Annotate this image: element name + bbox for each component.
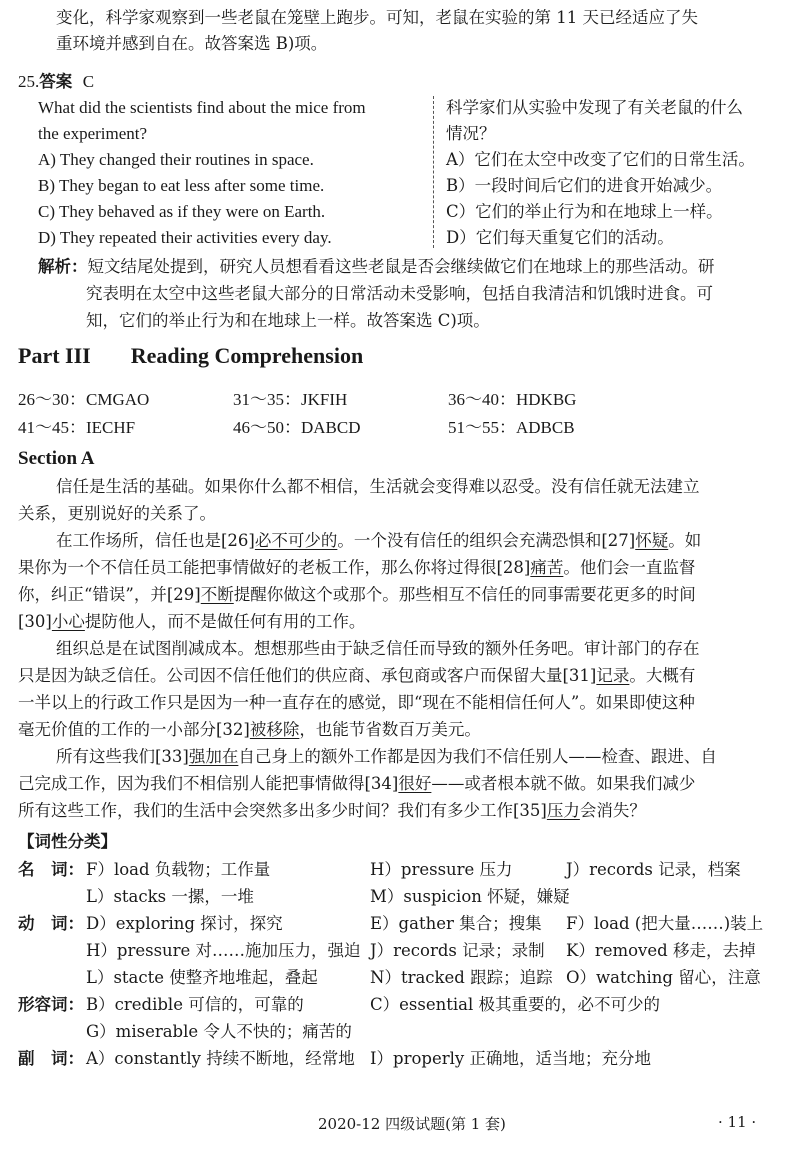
q25-analysis-line-1: 解析：短文结尾处提到，研究人员想看看这些老鼠是否会继续做它们在地球上的那些活动。研	[38, 257, 715, 276]
part-title	[18, 343, 363, 369]
section-title: Section A	[18, 448, 95, 469]
vocab-noun-4: L）stacks 一摞，一堆	[86, 887, 254, 906]
passage-p4-line-3: 所有这些工作，我们的生活中会突然多出多少时间？我们有多少工作[35]压力会消失？	[18, 801, 646, 820]
vocab-adj-label: 形容词：	[18, 995, 84, 1014]
intro-line-1: 变化，科学家观察到一些老鼠在笼壁上跑步。可知，老鼠在实验的第 11 天已经适应了失	[56, 8, 698, 27]
vocab-noun-2: H）pressure 压力	[370, 860, 513, 879]
vocab-noun-3: J）records 记录，档案	[566, 860, 741, 879]
answer-key-36-40: 36～40：HDKBG	[448, 390, 577, 409]
blank-27: 怀疑	[635, 531, 669, 550]
q25-zh-option-d: D）它们每天重复它们的活动。	[446, 228, 674, 247]
passage-p1-line-2: 关系，更别说好的关系了。	[18, 504, 216, 523]
passage-p2-line-3: 你，纠正“错误”，并[29]不断提醒你做这个或那个。那些相互不信任的同事需要花更多的时间	[18, 585, 696, 604]
vocab-verb-label: 动 词：	[18, 914, 84, 933]
q25-answer: C	[82, 72, 95, 91]
vocab-adv-2: I）properly 正确地，适当地；充分地	[370, 1049, 651, 1068]
q25-zh-question-1: 科学家们从实验中发现了有关老鼠的什么	[446, 98, 743, 117]
blank-26: 必不可少的	[254, 531, 338, 550]
q25-zh-option-c: C）它们的举止行为和在地球上一样。	[446, 202, 723, 221]
vocab-adj-1: B）credible 可信的，可靠的	[86, 995, 304, 1014]
blank-35: 压力	[546, 801, 580, 820]
answer-key-46-50: 46～50：DABCD	[233, 418, 361, 437]
column-divider	[433, 96, 434, 248]
vocab-noun-5: M）suspicion 怀疑，嫌疑	[370, 887, 570, 906]
answer-key-41-45: 41～45：IECHF	[18, 418, 136, 437]
blank-33: 强加在	[188, 747, 239, 766]
answer-key-26-30: 26～30：CMGAO	[18, 390, 150, 409]
passage-p2-line-2: 果你为一个不信任员工能把事情做好的老板工作，那么你将过得很[28]痛苦。他们会一直监督	[18, 558, 696, 577]
q25-zh-option-a: A）它们在太空中改变了它们的日常生活。	[446, 150, 755, 169]
passage-p3-line-2: 只是因为缺乏信任。公司因不信任他们的供应商、承包商或客户而保留大量[31]记录。大概有	[18, 666, 696, 685]
blank-28: 痛苦	[530, 558, 564, 577]
blank-31: 记录	[596, 666, 630, 685]
blank-34: 很好	[398, 774, 432, 793]
vocab-verb-6: K）removed 移走，去掉	[566, 941, 756, 960]
q25-en-question-1: What did the scientists find about the mice from	[38, 98, 366, 117]
q25-en-option-a: A) They changed their routines in space.	[38, 150, 314, 169]
vocab-verb-4: H）pressure 对……施加压力，强迫	[86, 941, 361, 960]
q25-answer-label: 答案	[39, 72, 73, 91]
q25-heading	[18, 69, 94, 95]
answer-key-51-55: 51～55：ADBCB	[448, 418, 575, 437]
vocab-verb-7: L）stacte 使整齐地堆起，叠起	[86, 968, 318, 987]
passage-p4-line-2: 己完成工作，因为我们不相信别人能把事情做得[34]很好——或者根本就不做。如果我们减少	[18, 774, 696, 793]
vocab-verb-2: E）gather 集合；搜集	[370, 914, 542, 933]
vocab-verb-1: D）exploring 探讨，探究	[86, 914, 283, 933]
q25-en-option-d: D) They repeated their activities every day.	[38, 228, 332, 247]
passage-p1-line-1: 信任是生活的基础。如果你什么都不相信，生活就会变得难以忍受。没有信任就无法建立	[56, 477, 700, 496]
vocab-verb-8: N）tracked 跟踪；追踪	[370, 968, 553, 987]
blank-29: 不断	[200, 585, 234, 604]
blank-32: 被移除	[249, 720, 300, 739]
part-number: Part III	[18, 343, 91, 368]
vocab-adj-2: C）essential 极其重要的，必不可少的	[370, 995, 660, 1014]
q25-number: 25.	[18, 72, 40, 91]
q25-en-option-c: C) They behaved as if they were on Earth.	[38, 202, 326, 221]
vocab-adj-3: G）miserable 令人不快的；痛苦的	[86, 1022, 352, 1041]
vocab-verb-3: F）load (把大量……)装上	[566, 914, 764, 933]
passage-p4-line-1: 所有这些我们[33]强加在自己身上的额外工作都是因为我们不信任别人——检查、跟进、自	[56, 747, 717, 766]
passage-p2-line-1: 在工作场所，信任也是[26]必不可少的。一个没有信任的组织会充满恐惧和[27]怀疑。如	[56, 531, 702, 550]
part-name: Reading Comprehension	[130, 343, 364, 368]
q25-analysis-line-2: 究表明在太空中这些老鼠大部分的日常活动未受影响，包括自我清洁和饥饿时进食。可	[86, 284, 713, 303]
vocab-adv-1: A）constantly 持续不断地，经常地	[86, 1049, 355, 1068]
footer-title: 2020-12 四级试题(第 1 套)	[318, 1115, 506, 1133]
q25-zh-question-2: 情况？	[446, 124, 496, 143]
vocab-noun-label: 名 词：	[18, 860, 84, 879]
vocab-title: 【词性分类】	[18, 832, 117, 851]
passage-p3-line-3: 一半以上的行政工作只是因为一种一直存在的感觉，即“现在不能相信任何人”。如果即使这种	[18, 693, 695, 712]
answer-key-31-35: 31～35：JKFIH	[233, 390, 348, 409]
q25-en-question-2: the experiment?	[38, 124, 148, 143]
page-number: · 11 ·	[718, 1113, 757, 1131]
vocab-verb-5: J）records 记录；录制	[370, 941, 545, 960]
vocab-adv-label: 副 词：	[18, 1049, 84, 1068]
passage-p2-line-4: [30]小心提防他人，而不是做任何有用的工作。	[18, 612, 366, 631]
q25-analysis-line-3: 知，它们的举止行为和在地球上一样。故答案选 C)项。	[86, 311, 490, 330]
q25-zh-option-b: B）一段时间后它们的进食开始减少。	[446, 176, 723, 195]
vocab-noun-1: F）load 负载物；工作量	[86, 860, 271, 879]
blank-30: 小心	[51, 612, 85, 631]
q25-en-option-b: B) They began to eat less after some time.	[38, 176, 325, 195]
passage-p3-line-4: 毫无价值的工作的一小部分[32]被移除，也能节省数百万美元。	[18, 720, 481, 739]
analysis-label: 解析：	[38, 257, 88, 276]
passage-p3-line-1: 组织总是在试图削减成本。想想那些由于缺乏信任而导致的额外任务吧。审计部门的存在	[56, 639, 700, 658]
intro-line-2: 重环境并感到自在。故答案选 B)项。	[56, 34, 328, 53]
vocab-verb-9: O）watching 留心，注意	[566, 968, 761, 987]
